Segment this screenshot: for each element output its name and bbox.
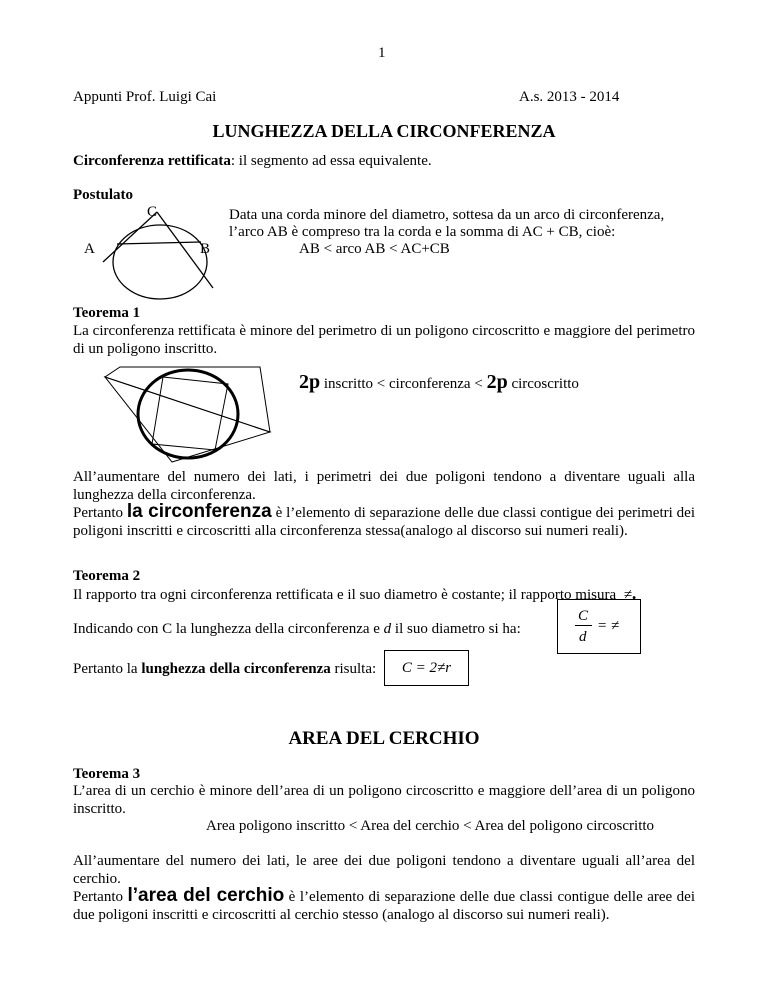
area-separation-paragraph [73,887,695,924]
indicando-text: Indicando con C la lunghezza della circonferenza e [73,621,380,637]
label-b: B [200,241,211,257]
areas-paragraph: All’aumentare del numero dei lati, le aree dei due poligoni tendono a diventare uguali all’area del cerchio. [73,853,695,887]
label-a: A [84,241,95,257]
circumference-separation-paragraph [73,503,695,540]
definition-text: : il segmento ad essa equivalente. [230,153,432,169]
pi-symbol: ≠ [623,587,632,603]
area-highlight: l’area del cerchio [127,885,285,906]
chord-ab [117,242,201,244]
length-post: risulta: [330,661,377,677]
para-pertanto: Pertanto [73,505,127,521]
perimeters-paragraph: All’aumentare del numero dei lati, i perimetri dei due poligoni tendono a diventare uguali alla lunghezza della circonferenza. [73,469,695,503]
section-title-area: AREA DEL CERCHIO [288,728,480,749]
area-rest: è l’elemento di separazione delle due classi contigue delle aree dei due poligoni inscritti e circoscritti al cerchio stesso (analogo al discorso sui numeri reali). [73,889,695,923]
ineq-middle: inscritto < circonferenza < [320,376,487,392]
indicando-d: d [383,621,392,637]
area-inequality: Area poligono inscritto < Area del cerchio < Area del poligono circoscritto [206,818,655,834]
ratio-formula-box [557,599,641,654]
ratio-denominator: d [579,629,587,645]
para-highlight: la circonferenza [126,501,272,522]
circumference-formula-box: C = 2≠r [384,650,469,686]
ratio-numerator: C [578,608,589,624]
page-number: 1 [378,45,386,61]
indicando-end: il suo diametro si ha: [394,621,521,637]
para-rest: è l’elemento di separazione delle due classi contigue dei perimetri dei poligoni inscritti e circoscritti alla circonferenza stessa(analogo al discorso sui numeri reali). [73,505,696,539]
postulate-title: Postulato [73,187,133,203]
postulate-line-1: Data una corda minore del diametro, sottesa da un arco di circonferenza, [229,207,665,223]
section-title-circumference: LUNGHEZZA DELLA CIRCONFERENZA [212,121,556,141]
length-bold: lunghezza della circonferenza [141,661,331,677]
theorem3-text: L’area di un cerchio è minore dell’area di un poligono circoscritto e maggiore dell’area di un poligono inscritto. [73,783,695,817]
polygons-figure [100,362,280,472]
header-school-year: A.s. 2013 - 2014 [519,89,620,105]
definition-term: Circonferenza rettificata [73,153,231,169]
theorem1-text: La circonferenza rettificata è minore del perimetro di un poligono circoscritto e maggiore del perimetro di un poligono inscritto. [73,323,695,357]
circle-shape [113,225,207,299]
definition-line [73,152,432,170]
circumscribed-polygon [105,377,270,462]
perimeter-inequality [299,373,579,393]
area-pertanto: Pertanto [73,889,128,905]
theorem1-title: Teorema 1 [73,305,141,321]
theorem2-title: Teorema 2 [73,568,141,584]
postulate-inequality: AB < arco AB < AC+CB [299,241,450,257]
label-c: C [147,204,158,220]
postulate-line-2: l’arco AB è compreso tra la corda e la somma di AC + CB, cioè: [229,224,616,240]
ineq-2p-circumscribed: 2p [486,371,508,393]
ineq-end: circoscritto [507,376,579,392]
fraction-bar [575,625,592,626]
theorem2-text: Il rapporto tra ogni circonferenza rettificata e il suo diametro è costante; il rapporto misura [73,587,617,603]
theorem2-period: . [631,583,637,603]
ineq-2p-inscribed: 2p [299,371,321,393]
inscribed-polygon [152,377,228,450]
ratio-rhs: = ≠ [597,618,620,634]
theorem3-title: Teorema 3 [73,766,141,782]
theorem2-text-line [73,584,636,604]
length-pre: Pertanto la [73,661,142,677]
circumscribed-polygon-top [105,367,270,432]
header-author: Appunti Prof. Luigi Cai [73,89,217,105]
indicando-line [73,620,521,638]
length-line [73,660,376,678]
